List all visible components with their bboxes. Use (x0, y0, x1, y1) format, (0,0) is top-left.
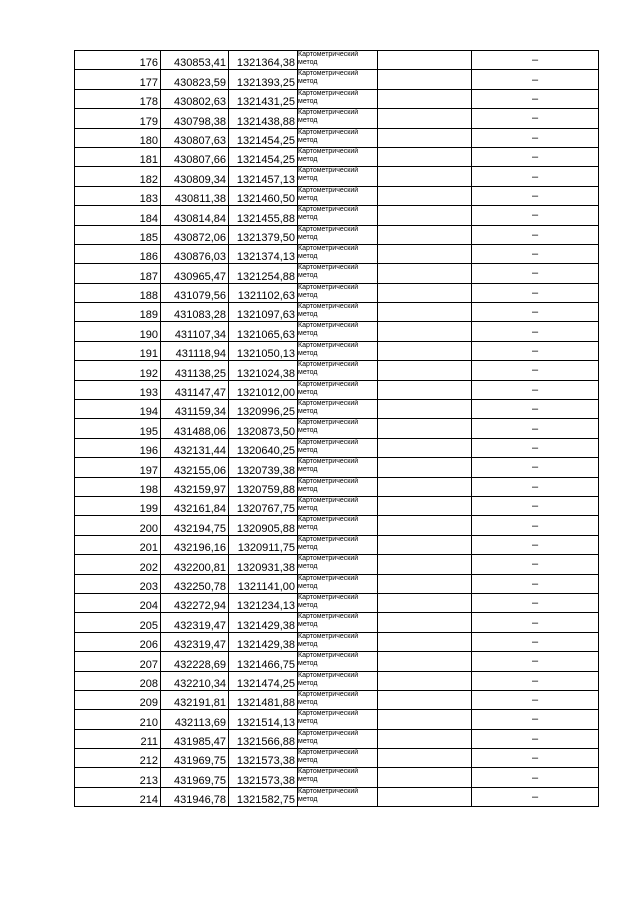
y-coordinate-cell: 1321050,13 (229, 341, 298, 360)
empty-cell (378, 671, 472, 690)
y-coordinate-cell: 1321481,88 (229, 690, 298, 709)
y-coordinate-cell: 1320873,50 (229, 419, 298, 438)
x-coordinate-cell: 430802,63 (161, 89, 229, 108)
method-cell: Картометрический метод (298, 109, 378, 128)
point-number-cell: 185 (75, 225, 161, 244)
dash-cell: – (472, 749, 599, 768)
table-row (75, 400, 599, 419)
y-coordinate-cell: 1321573,38 (229, 749, 298, 768)
x-coordinate-cell: 430814,84 (161, 206, 229, 225)
method-cell: Картометрический метод (298, 400, 378, 419)
method-cell: Картометрический метод (298, 128, 378, 147)
method-cell: Картометрический метод (298, 438, 378, 457)
empty-cell (378, 535, 472, 554)
point-number-cell: 181 (75, 147, 161, 166)
method-cell: Картометрический метод (298, 729, 378, 748)
empty-cell (378, 574, 472, 593)
y-coordinate-cell: 1321097,63 (229, 303, 298, 322)
x-coordinate-cell: 431488,06 (161, 419, 229, 438)
dash-cell: – (472, 496, 599, 515)
y-coordinate-cell: 1321514,13 (229, 710, 298, 729)
table-row (75, 593, 599, 612)
table-row (75, 690, 599, 709)
y-coordinate-cell: 1321254,88 (229, 264, 298, 283)
method-cell: Картометрический метод (298, 264, 378, 283)
method-cell: Картометрический метод (298, 749, 378, 768)
x-coordinate-cell: 432200,81 (161, 555, 229, 574)
y-coordinate-cell: 1321474,25 (229, 671, 298, 690)
table-row (75, 147, 599, 166)
method-cell: Картометрический метод (298, 380, 378, 399)
table-row (75, 186, 599, 205)
method-cell: Картометрический метод (298, 419, 378, 438)
empty-cell (378, 264, 472, 283)
table-row (75, 496, 599, 515)
table-row (75, 89, 599, 108)
point-number-cell: 195 (75, 419, 161, 438)
method-cell: Картометрический метод (298, 361, 378, 380)
method-cell: Картометрический метод (298, 244, 378, 263)
empty-cell (378, 244, 472, 263)
x-coordinate-cell: 430807,66 (161, 147, 229, 166)
point-number-cell: 182 (75, 167, 161, 186)
method-cell: Картометрический метод (298, 51, 378, 70)
empty-cell (378, 147, 472, 166)
x-coordinate-cell: 431118,94 (161, 341, 229, 360)
method-cell: Картометрический метод (298, 632, 378, 651)
y-coordinate-cell: 1321457,13 (229, 167, 298, 186)
x-coordinate-cell: 431159,34 (161, 400, 229, 419)
method-cell: Картометрический метод (298, 186, 378, 205)
y-coordinate-cell: 1321393,25 (229, 70, 298, 89)
x-coordinate-cell: 431138,25 (161, 361, 229, 380)
dash-cell: – (472, 303, 599, 322)
empty-cell (378, 632, 472, 651)
point-number-cell: 210 (75, 710, 161, 729)
empty-cell (378, 322, 472, 341)
dash-cell: – (472, 768, 599, 787)
empty-cell (378, 341, 472, 360)
dash-cell: – (472, 516, 599, 535)
table-row (75, 419, 599, 438)
method-cell: Картометрический метод (298, 710, 378, 729)
y-coordinate-cell: 1321012,00 (229, 380, 298, 399)
method-cell: Картометрический метод (298, 690, 378, 709)
x-coordinate-cell: 431969,75 (161, 749, 229, 768)
point-number-cell: 186 (75, 244, 161, 263)
table-row (75, 613, 599, 632)
y-coordinate-cell: 1321024,38 (229, 361, 298, 380)
table-row (75, 244, 599, 263)
point-number-cell: 188 (75, 283, 161, 302)
empty-cell (378, 109, 472, 128)
dash-cell: – (472, 555, 599, 574)
method-cell: Картометрический метод (298, 496, 378, 515)
point-number-cell: 179 (75, 109, 161, 128)
x-coordinate-cell: 430872,06 (161, 225, 229, 244)
point-number-cell: 197 (75, 458, 161, 477)
empty-cell (378, 477, 472, 496)
x-coordinate-cell: 431079,56 (161, 283, 229, 302)
dash-cell: – (472, 613, 599, 632)
empty-cell (378, 768, 472, 787)
y-coordinate-cell: 1320767,75 (229, 496, 298, 515)
empty-cell (378, 555, 472, 574)
dash-cell: – (472, 535, 599, 554)
table-row (75, 516, 599, 535)
table-row (75, 109, 599, 128)
table-row (75, 283, 599, 302)
empty-cell (378, 400, 472, 419)
table-row (75, 264, 599, 283)
y-coordinate-cell: 1321065,63 (229, 322, 298, 341)
point-number-cell: 189 (75, 303, 161, 322)
y-coordinate-cell: 1321379,50 (229, 225, 298, 244)
empty-cell (378, 128, 472, 147)
table-row (75, 128, 599, 147)
method-cell: Картометрический метод (298, 671, 378, 690)
dash-cell: – (472, 690, 599, 709)
table-row (75, 652, 599, 671)
point-number-cell: 208 (75, 671, 161, 690)
point-number-cell: 198 (75, 477, 161, 496)
point-number-cell: 202 (75, 555, 161, 574)
y-coordinate-cell: 1321566,88 (229, 729, 298, 748)
table-row (75, 303, 599, 322)
dash-cell: – (472, 264, 599, 283)
table-row (75, 710, 599, 729)
empty-cell (378, 613, 472, 632)
method-cell: Картометрический метод (298, 593, 378, 612)
x-coordinate-cell: 432161,84 (161, 496, 229, 515)
dash-cell: – (472, 671, 599, 690)
table-row (75, 70, 599, 89)
dash-cell: – (472, 322, 599, 341)
table-row (75, 206, 599, 225)
method-cell: Картометрический метод (298, 516, 378, 535)
point-number-cell: 178 (75, 89, 161, 108)
method-cell: Картометрический метод (298, 167, 378, 186)
table-row (75, 787, 599, 806)
x-coordinate-cell: 432272,94 (161, 593, 229, 612)
dash-cell: – (472, 341, 599, 360)
x-coordinate-cell: 430811,38 (161, 186, 229, 205)
dash-cell: – (472, 361, 599, 380)
table-row (75, 458, 599, 477)
x-coordinate-cell: 432155,06 (161, 458, 229, 477)
y-coordinate-cell: 1321460,50 (229, 186, 298, 205)
x-coordinate-cell: 432113,69 (161, 710, 229, 729)
x-coordinate-cell: 432191,81 (161, 690, 229, 709)
dash-cell: – (472, 419, 599, 438)
x-coordinate-cell: 431946,78 (161, 787, 229, 806)
y-coordinate-cell: 1321364,38 (229, 51, 298, 70)
x-coordinate-cell: 430965,47 (161, 264, 229, 283)
method-cell: Картометрический метод (298, 613, 378, 632)
x-coordinate-cell: 430809,34 (161, 167, 229, 186)
point-number-cell: 201 (75, 535, 161, 554)
empty-cell (378, 283, 472, 302)
point-number-cell: 199 (75, 496, 161, 515)
table-row (75, 535, 599, 554)
point-number-cell: 209 (75, 690, 161, 709)
y-coordinate-cell: 1321582,75 (229, 787, 298, 806)
table-row (75, 341, 599, 360)
method-cell: Картометрический метод (298, 768, 378, 787)
point-number-cell: 190 (75, 322, 161, 341)
dash-cell: – (472, 652, 599, 671)
empty-cell (378, 380, 472, 399)
empty-cell (378, 593, 472, 612)
y-coordinate-cell: 1321455,88 (229, 206, 298, 225)
method-cell: Картометрический метод (298, 206, 378, 225)
x-coordinate-cell: 432319,47 (161, 613, 229, 632)
point-number-cell: 184 (75, 206, 161, 225)
dash-cell: – (472, 206, 599, 225)
point-number-cell: 200 (75, 516, 161, 535)
empty-cell (378, 167, 472, 186)
point-number-cell: 213 (75, 768, 161, 787)
x-coordinate-cell: 430876,03 (161, 244, 229, 263)
x-coordinate-cell: 432196,16 (161, 535, 229, 554)
point-number-cell: 193 (75, 380, 161, 399)
point-number-cell: 180 (75, 128, 161, 147)
dash-cell: – (472, 225, 599, 244)
y-coordinate-cell: 1320640,25 (229, 438, 298, 457)
point-number-cell: 207 (75, 652, 161, 671)
dash-cell: – (472, 51, 599, 70)
x-coordinate-cell: 430823,59 (161, 70, 229, 89)
x-coordinate-cell: 432131,44 (161, 438, 229, 457)
method-cell: Картометрический метод (298, 574, 378, 593)
table-row (75, 574, 599, 593)
point-number-cell: 194 (75, 400, 161, 419)
table-row (75, 225, 599, 244)
dash-cell: – (472, 109, 599, 128)
point-number-cell: 191 (75, 341, 161, 360)
y-coordinate-cell: 1321466,75 (229, 652, 298, 671)
dash-cell: – (472, 477, 599, 496)
method-cell: Картометрический метод (298, 147, 378, 166)
dash-cell: – (472, 147, 599, 166)
y-coordinate-cell: 1320905,88 (229, 516, 298, 535)
method-cell: Картометрический метод (298, 535, 378, 554)
table-row (75, 768, 599, 787)
method-cell: Картометрический метод (298, 303, 378, 322)
point-number-cell: 203 (75, 574, 161, 593)
table-row (75, 632, 599, 651)
empty-cell (378, 787, 472, 806)
y-coordinate-cell: 1321141,00 (229, 574, 298, 593)
method-cell: Картометрический метод (298, 283, 378, 302)
x-coordinate-cell: 430853,41 (161, 51, 229, 70)
dash-cell: – (472, 458, 599, 477)
method-cell: Картометрический метод (298, 322, 378, 341)
dash-cell: – (472, 167, 599, 186)
x-coordinate-cell: 430807,63 (161, 128, 229, 147)
y-coordinate-cell: 1321454,25 (229, 128, 298, 147)
x-coordinate-cell: 431969,75 (161, 768, 229, 787)
x-coordinate-cell: 431985,47 (161, 729, 229, 748)
x-coordinate-cell: 431147,47 (161, 380, 229, 399)
dash-cell: – (472, 710, 599, 729)
method-cell: Картометрический метод (298, 652, 378, 671)
point-number-cell: 214 (75, 787, 161, 806)
empty-cell (378, 51, 472, 70)
y-coordinate-cell: 1321438,88 (229, 109, 298, 128)
point-number-cell: 206 (75, 632, 161, 651)
dash-cell: – (472, 400, 599, 419)
empty-cell (378, 186, 472, 205)
empty-cell (378, 690, 472, 709)
y-coordinate-cell: 1321374,13 (229, 244, 298, 263)
dash-cell: – (472, 729, 599, 748)
empty-cell (378, 70, 472, 89)
empty-cell (378, 206, 472, 225)
x-coordinate-cell: 432319,47 (161, 632, 229, 651)
table-row (75, 729, 599, 748)
method-cell: Картометрический метод (298, 477, 378, 496)
x-coordinate-cell: 432228,69 (161, 652, 229, 671)
x-coordinate-cell: 432194,75 (161, 516, 229, 535)
empty-cell (378, 89, 472, 108)
table-row (75, 671, 599, 690)
dash-cell: – (472, 283, 599, 302)
point-number-cell: 196 (75, 438, 161, 457)
x-coordinate-cell: 431107,34 (161, 322, 229, 341)
x-coordinate-cell: 432159,97 (161, 477, 229, 496)
y-coordinate-cell: 1320739,38 (229, 458, 298, 477)
table-row (75, 749, 599, 768)
point-number-cell: 212 (75, 749, 161, 768)
x-coordinate-cell: 432250,78 (161, 574, 229, 593)
empty-cell (378, 496, 472, 515)
method-cell: Картометрический метод (298, 225, 378, 244)
empty-cell (378, 458, 472, 477)
empty-cell (378, 303, 472, 322)
empty-cell (378, 749, 472, 768)
point-number-cell: 187 (75, 264, 161, 283)
point-number-cell: 183 (75, 186, 161, 205)
x-coordinate-cell: 432210,34 (161, 671, 229, 690)
coordinates-table-body (75, 51, 599, 807)
y-coordinate-cell: 1321431,25 (229, 89, 298, 108)
dash-cell: – (472, 89, 599, 108)
method-cell: Картометрический метод (298, 458, 378, 477)
y-coordinate-cell: 1320759,88 (229, 477, 298, 496)
point-number-cell: 205 (75, 613, 161, 632)
method-cell: Картометрический метод (298, 555, 378, 574)
empty-cell (378, 652, 472, 671)
dash-cell: – (472, 70, 599, 89)
x-coordinate-cell: 430798,38 (161, 109, 229, 128)
point-number-cell: 176 (75, 51, 161, 70)
empty-cell (378, 419, 472, 438)
dash-cell: – (472, 128, 599, 147)
point-number-cell: 192 (75, 361, 161, 380)
coordinates-table (74, 50, 599, 807)
y-coordinate-cell: 1321234,13 (229, 593, 298, 612)
y-coordinate-cell: 1320931,38 (229, 555, 298, 574)
table-row (75, 555, 599, 574)
method-cell: Картометрический метод (298, 787, 378, 806)
dash-cell: – (472, 787, 599, 806)
table-row (75, 438, 599, 457)
point-number-cell: 177 (75, 70, 161, 89)
y-coordinate-cell: 1321454,25 (229, 147, 298, 166)
dash-cell: – (472, 438, 599, 457)
dash-cell: – (472, 186, 599, 205)
point-number-cell: 204 (75, 593, 161, 612)
point-number-cell: 211 (75, 729, 161, 748)
y-coordinate-cell: 1321573,38 (229, 768, 298, 787)
method-cell: Картометрический метод (298, 70, 378, 89)
empty-cell (378, 710, 472, 729)
empty-cell (378, 438, 472, 457)
y-coordinate-cell: 1321429,38 (229, 613, 298, 632)
table-row (75, 361, 599, 380)
table-row (75, 477, 599, 496)
empty-cell (378, 516, 472, 535)
empty-cell (378, 729, 472, 748)
table-row (75, 167, 599, 186)
y-coordinate-cell: 1321429,38 (229, 632, 298, 651)
x-coordinate-cell: 431083,28 (161, 303, 229, 322)
empty-cell (378, 361, 472, 380)
dash-cell: – (472, 632, 599, 651)
dash-cell: – (472, 593, 599, 612)
method-cell: Картометрический метод (298, 341, 378, 360)
y-coordinate-cell: 1321102,63 (229, 283, 298, 302)
dash-cell: – (472, 380, 599, 399)
table-row (75, 51, 599, 70)
table-row (75, 322, 599, 341)
dash-cell: – (472, 574, 599, 593)
method-cell: Картометрический метод (298, 89, 378, 108)
dash-cell: – (472, 244, 599, 263)
y-coordinate-cell: 1320911,75 (229, 535, 298, 554)
table-row (75, 380, 599, 399)
y-coordinate-cell: 1320996,25 (229, 400, 298, 419)
empty-cell (378, 225, 472, 244)
